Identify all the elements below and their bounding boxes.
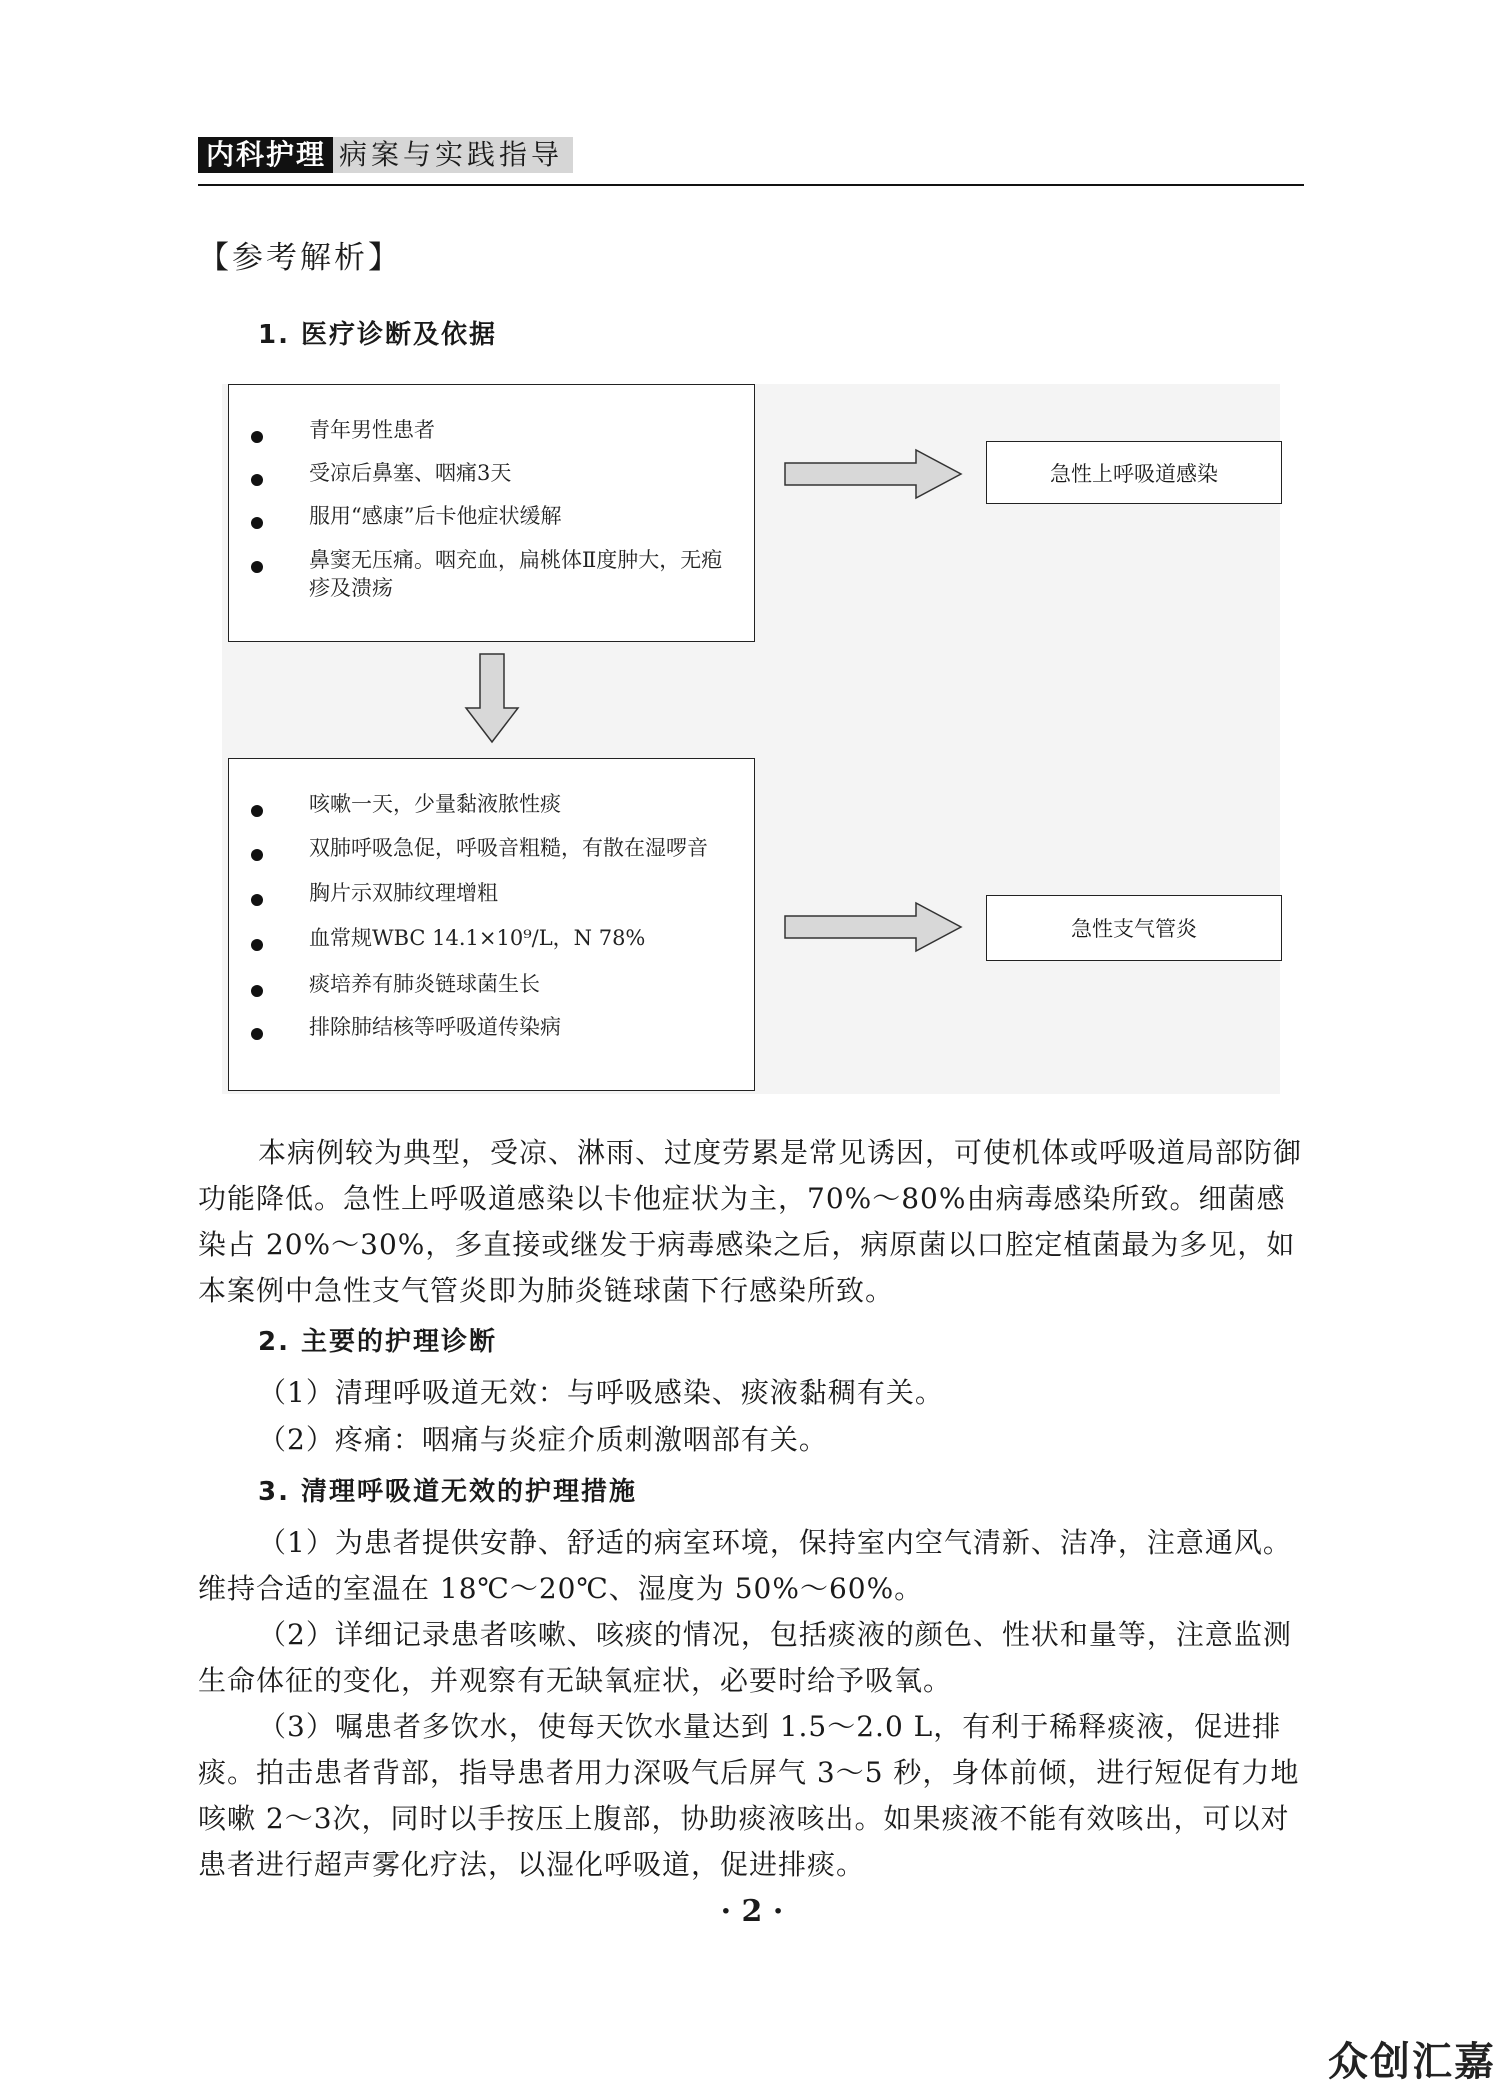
header-title-dark: 内科护理 — [198, 137, 334, 173]
section-title: 【参考解析】 — [198, 240, 402, 276]
finding-item: 青年男性患者 — [309, 418, 435, 442]
measure-item: （1）为患者提供安静、舒适的病室环境，保持室内空气清新、洁净，注意通风。维持合适的室温在 18℃～20℃、湿度为 50%～60%。 — [198, 1526, 1292, 1605]
diagnosis-box-upper: 急性上呼吸道感染 — [986, 441, 1282, 504]
bullet-dot — [251, 431, 263, 443]
finding-item: 双肺呼吸急促，呼吸音粗糙，有散在湿啰音 — [309, 836, 708, 860]
page-number: · 2 · — [720, 1894, 784, 1929]
findings-box-lower — [228, 758, 755, 1091]
analysis-text: 本病例较为典型，受凉、淋雨、过度劳累是常见诱因，可使机体或呼吸道局部防御功能降低。急性上呼吸道感染以卡他症状为主，70%～80%由病毒感染所致。细菌感染占 20%～30%，多直接或继发于病毒感染之后，病原菌以口腔定植菌最为多见，如本案例中急性支气管炎即为肺炎链球菌下行感染所致。 — [198, 1136, 1303, 1307]
diagnosis-box-lower: 急性支气管炎 — [986, 895, 1282, 961]
header-title-light: 病案与实践指导 — [333, 137, 573, 173]
right-arrow-icon — [783, 901, 963, 953]
heading-medical-diagnosis: 1. 医疗诊断及依据 — [258, 320, 498, 350]
measure-item: （2）详细记录患者咳嗽、咳痰的情况，包括痰液的颜色、性状和量等，注意监测生命体征的变化，并观察有无缺氧症状，必要时给予吸氧。 — [198, 1618, 1292, 1697]
measure-item: （3）嘱患者多饮水，使每天饮水量达到 1.5～2.0 L，有利于稀释痰液，促进排痰。拍击患者背部，指导患者用力深吸气后屏气 3～5 秒，身体前倾，进行短促有力地咳嗽 2～3次，同时以手按压上腹部，协助痰液咳出。如果痰液不能有效咳出，可以对患者进行超声雾化疗法，以湿化呼吸道，促进排痰。 — [198, 1710, 1300, 1881]
right-arrow-icon — [783, 448, 963, 500]
bullet-dot — [251, 939, 263, 951]
bullet-dot — [251, 517, 263, 529]
bullet-dot — [251, 474, 263, 486]
bullet-dot — [251, 894, 263, 906]
bullet-dot — [251, 561, 263, 573]
bullet-dot — [251, 805, 263, 817]
finding-item: 胸片示双肺纹理增粗 — [309, 881, 498, 905]
watermark-logo: 众创汇嘉 — [1328, 2039, 1496, 2085]
measures-block — [198, 1520, 1304, 1888]
finding-item: 受凉后鼻塞、咽痛3天 — [309, 461, 512, 485]
header-rule — [198, 184, 1304, 186]
bullet-dot — [251, 1028, 263, 1040]
heading-nursing-diagnosis: 2. 主要的护理诊断 — [258, 1327, 498, 1357]
nursing-diagnosis-item: （2）疼痛：咽痛与炎症介质刺激咽部有关。 — [258, 1423, 828, 1456]
down-arrow-icon — [464, 652, 520, 744]
finding-item: 痰培养有肺炎链球菌生长 — [309, 972, 540, 996]
finding-item: 排除肺结核等呼吸道传染病 — [309, 1015, 561, 1039]
findings-box-upper — [228, 384, 755, 642]
nursing-diagnosis-item: （1）清理呼吸道无效：与呼吸感染、痰液黏稠有关。 — [258, 1376, 944, 1409]
analysis-paragraph — [198, 1130, 1304, 1314]
bullet-dot — [251, 849, 263, 861]
finding-item: 鼻窦无压痛。咽充血，扁桃体Ⅱ度肿大，无疱疹及溃疡 — [309, 548, 723, 600]
finding-item: 血常规WBC 14.1×10⁹/L，N 78% — [309, 926, 646, 950]
finding-item: 咳嗽一天，少量黏液脓性痰 — [309, 792, 561, 816]
bullet-dot — [251, 985, 263, 997]
finding-item: 服用“感康”后卡他症状缓解 — [309, 504, 562, 528]
heading-nursing-measures: 3. 清理呼吸道无效的护理措施 — [258, 1477, 638, 1507]
